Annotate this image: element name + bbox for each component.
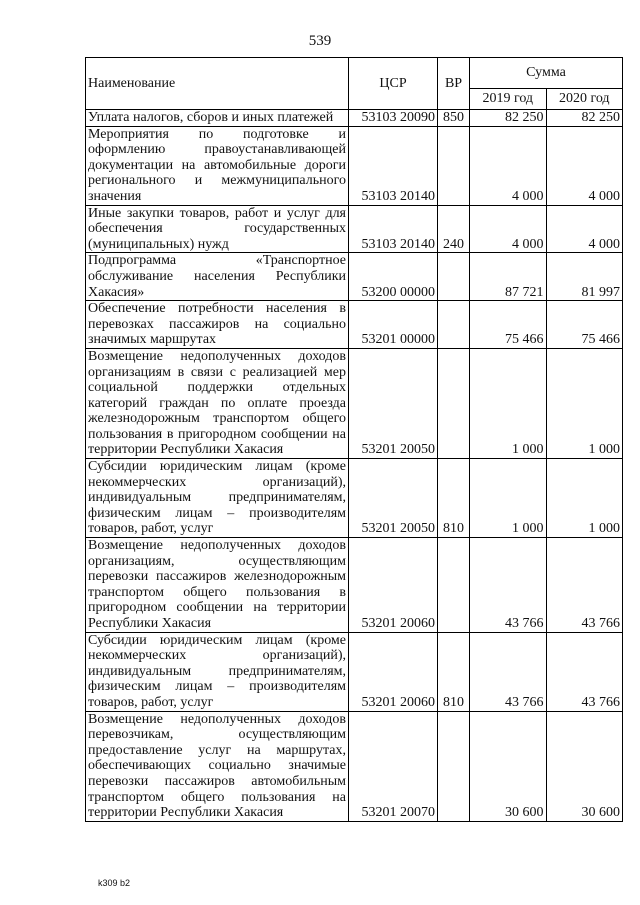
row-sum-2020: 30 600: [546, 711, 623, 821]
header-year-2019: 2019 год: [470, 89, 547, 110]
row-vr: [438, 711, 470, 821]
row-name: Субсидии юридическим лицам (кроме некоммерческих организаций), индивидуальным предпринимателям, физическим лицам – производителям товаров, работ, услуг: [86, 632, 349, 711]
row-csr: 53201 20070: [349, 711, 438, 821]
row-sum-2020: 82 250: [546, 110, 623, 127]
row-sum-2020: 43 766: [546, 632, 623, 711]
row-csr: 53201 20060: [349, 538, 438, 633]
header-name: Наименование: [86, 58, 349, 110]
row-vr: [438, 538, 470, 633]
row-csr: 53200 00000: [349, 253, 438, 301]
row-sum-2020: 75 466: [546, 301, 623, 349]
row-vr: 240: [438, 205, 470, 253]
row-sum-2019: 1 000: [470, 348, 547, 458]
row-vr: 810: [438, 632, 470, 711]
row-csr: 53201 20050: [349, 348, 438, 458]
header-year-2020: 2020 год: [546, 89, 623, 110]
row-sum-2020: 1 000: [546, 348, 623, 458]
footer-code: k309 b2: [98, 878, 131, 888]
row-sum-2019: 87 721: [470, 253, 547, 301]
row-sum-2019: 4 000: [470, 126, 547, 205]
table-row: [86, 538, 623, 633]
row-csr: 53201 00000: [349, 301, 438, 349]
table-row: [86, 348, 623, 458]
row-sum-2019: 30 600: [470, 711, 547, 821]
row-sum-2020: 81 997: [546, 253, 623, 301]
page-number: 539: [308, 33, 332, 49]
table-row: [86, 711, 623, 821]
row-vr: 810: [438, 459, 470, 538]
row-name: Иные закупки товаров, работ и услуг для обеспечения государственных (муниципальных) нужд: [86, 205, 349, 253]
row-sum-2019: 43 766: [470, 632, 547, 711]
header-csr: ЦСР: [349, 58, 438, 110]
table-row: [86, 632, 623, 711]
row-csr: 53103 20140: [349, 205, 438, 253]
row-sum-2019: 4 000: [470, 205, 547, 253]
row-sum-2019: 82 250: [470, 110, 547, 127]
budget-table: [85, 57, 623, 822]
header-sum: Сумма: [470, 58, 623, 89]
row-sum-2019: 43 766: [470, 538, 547, 633]
table-row: [86, 110, 623, 127]
row-name: Возмещение недополученных доходов организациям в связи с реализацией мер социальной поддержки отдельных категорий граждан по оплате проезда железнодорожным транспортом общего пользования в пригородном сообщении на территории Республики Хакасия: [86, 348, 349, 458]
row-csr: 53201 20060: [349, 632, 438, 711]
table-row: [86, 301, 623, 349]
row-name: Обеспечение потребности населения в перевозках пассажиров на социально значимых маршрутах: [86, 301, 349, 349]
row-name: Возмещение недополученных доходов перевозчикам, осуществляющим предоставление услуг на маршрутах, обеспечивающих социально значимые перевозки пассажиров автомобильным транспортом общего пользования на территории Республики Хакасия: [86, 711, 349, 821]
header-vr: ВР: [438, 58, 470, 110]
row-name: Возмещение недополученных доходов организациям, осуществляющим перевозки пассажиров железнодорожным транспортом общего пользования в пригородном сообщении на территории Республики Хакасия: [86, 538, 349, 633]
row-csr: 53103 20090: [349, 110, 438, 127]
table-row: [86, 253, 623, 301]
table-row: [86, 459, 623, 538]
row-sum-2020: 1 000: [546, 459, 623, 538]
row-sum-2020: 43 766: [546, 538, 623, 633]
row-name: Подпрограмма «Транспортное обслуживание населения Республики Хакасия»: [86, 253, 349, 301]
row-sum-2020: 4 000: [546, 126, 623, 205]
row-vr: [438, 301, 470, 349]
row-vr: [438, 126, 470, 205]
row-sum-2020: 4 000: [546, 205, 623, 253]
row-vr: [438, 253, 470, 301]
table-row: [86, 126, 623, 205]
row-vr: [438, 348, 470, 458]
row-name: Субсидии юридическим лицам (кроме некоммерческих организаций), индивидуальным предпринимателям, физическим лицам – производителям товаров, работ, услуг: [86, 459, 349, 538]
row-sum-2019: 1 000: [470, 459, 547, 538]
row-csr: 53201 20050: [349, 459, 438, 538]
row-vr: 850: [438, 110, 470, 127]
row-name: Мероприятия по подготовке и оформлению правоустанавливающей документации на автомобильные дороги регионального и межмуниципального значения: [86, 126, 349, 205]
table-row: [86, 205, 623, 253]
row-sum-2019: 75 466: [470, 301, 547, 349]
row-name: Уплата налогов, сборов и иных платежей: [86, 110, 349, 127]
row-csr: 53103 20140: [349, 126, 438, 205]
